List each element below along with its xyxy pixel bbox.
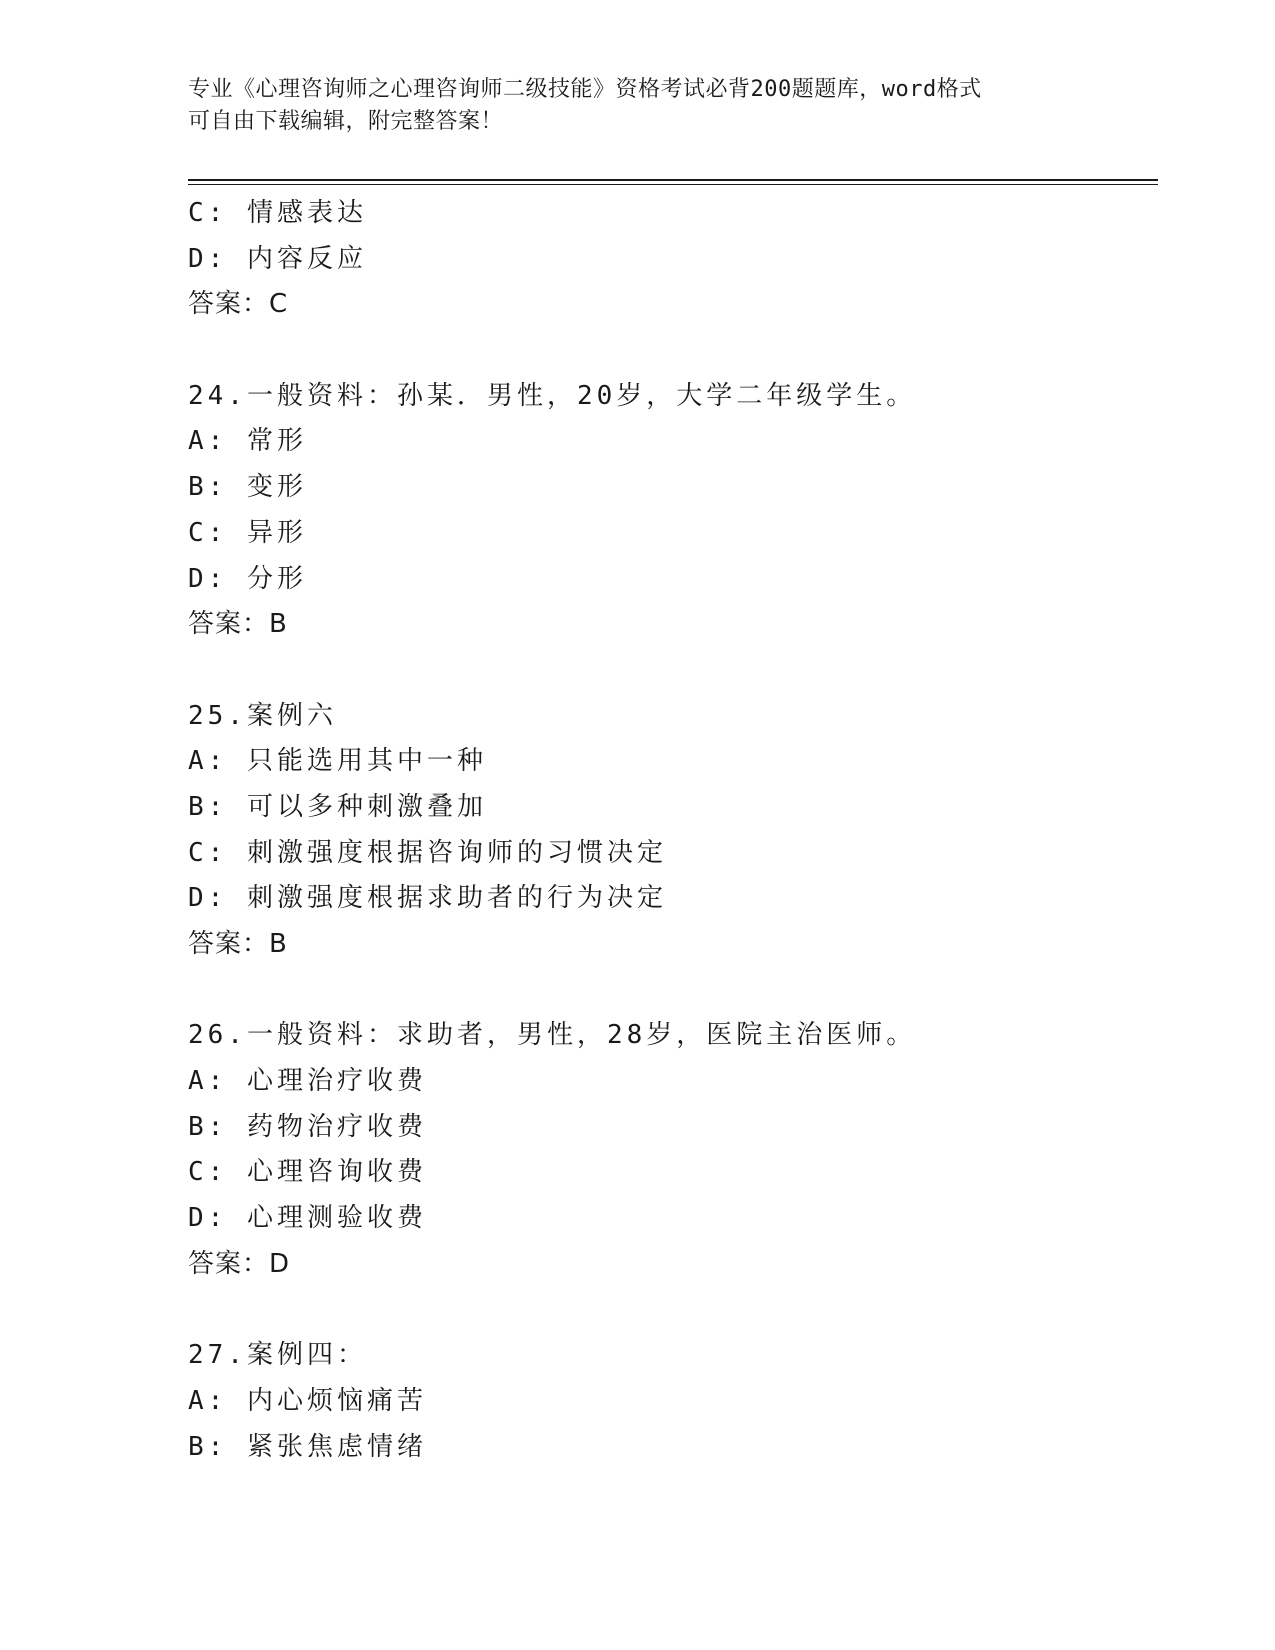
question-stem: 24.一般资料：孙某．男性，20岁，大学二年级学生。 (188, 380, 917, 411)
question-24 (188, 374, 1168, 648)
answer-line: 答案：B (188, 609, 288, 640)
question-stem: 27.案例四： (188, 1340, 367, 1371)
option-c: C: 情感表达 (188, 198, 367, 228)
question-26 (188, 1013, 1168, 1287)
document-header (188, 74, 1088, 138)
option-c: C: 异形 (188, 517, 307, 548)
spacer (188, 1288, 1168, 1334)
question-list (188, 191, 1168, 1470)
option-d: D: 分形 (188, 563, 307, 594)
answer-line: 答案：D (188, 1248, 291, 1279)
header-title-line-2: 可自由下载编辑，附完整答案！ (188, 109, 504, 134)
option-d: D: 心理测验收费 (188, 1203, 427, 1234)
header-divider-thick (188, 179, 1158, 181)
option-b: B: 变形 (188, 472, 307, 503)
option-a: A: 常形 (188, 426, 307, 457)
option-d: D: 内容反应 (188, 243, 367, 274)
spacer (188, 328, 1168, 374)
option-b: B: 药物治疗收费 (188, 1111, 427, 1142)
option-a: A: 心理治疗收费 (188, 1066, 427, 1097)
option-b: B: 紧张焦虑情绪 (188, 1431, 427, 1462)
question-stem: 25.案例六 (188, 700, 337, 731)
answer-line: 答案：C (188, 289, 289, 320)
spacer (188, 648, 1168, 694)
option-a: A: 只能选用其中一种 (188, 746, 487, 777)
option-c: C: 刺激强度根据咨询师的习惯决定 (188, 837, 667, 868)
question-stem: 26.一般资料：求助者，男性，28岁，医院主治医师。 (188, 1020, 917, 1051)
option-b: B: 可以多种刺激叠加 (188, 791, 487, 822)
question-27 (188, 1333, 1168, 1470)
option-c: C: 心理咨询收费 (188, 1157, 427, 1188)
answer-line: 答案：B (188, 929, 288, 959)
option-a: A: 内心烦恼痛苦 (188, 1385, 427, 1416)
question-23-continued (188, 191, 1168, 328)
option-d: D: 刺激强度根据求助者的行为决定 (188, 883, 667, 914)
question-25 (188, 694, 1168, 968)
header-title-line-1: 专业《心理咨询师之心理咨询师二级技能》资格考试必背200题题库，word格式 (188, 77, 982, 102)
header-divider-thin (188, 184, 1158, 185)
spacer (188, 968, 1168, 1014)
